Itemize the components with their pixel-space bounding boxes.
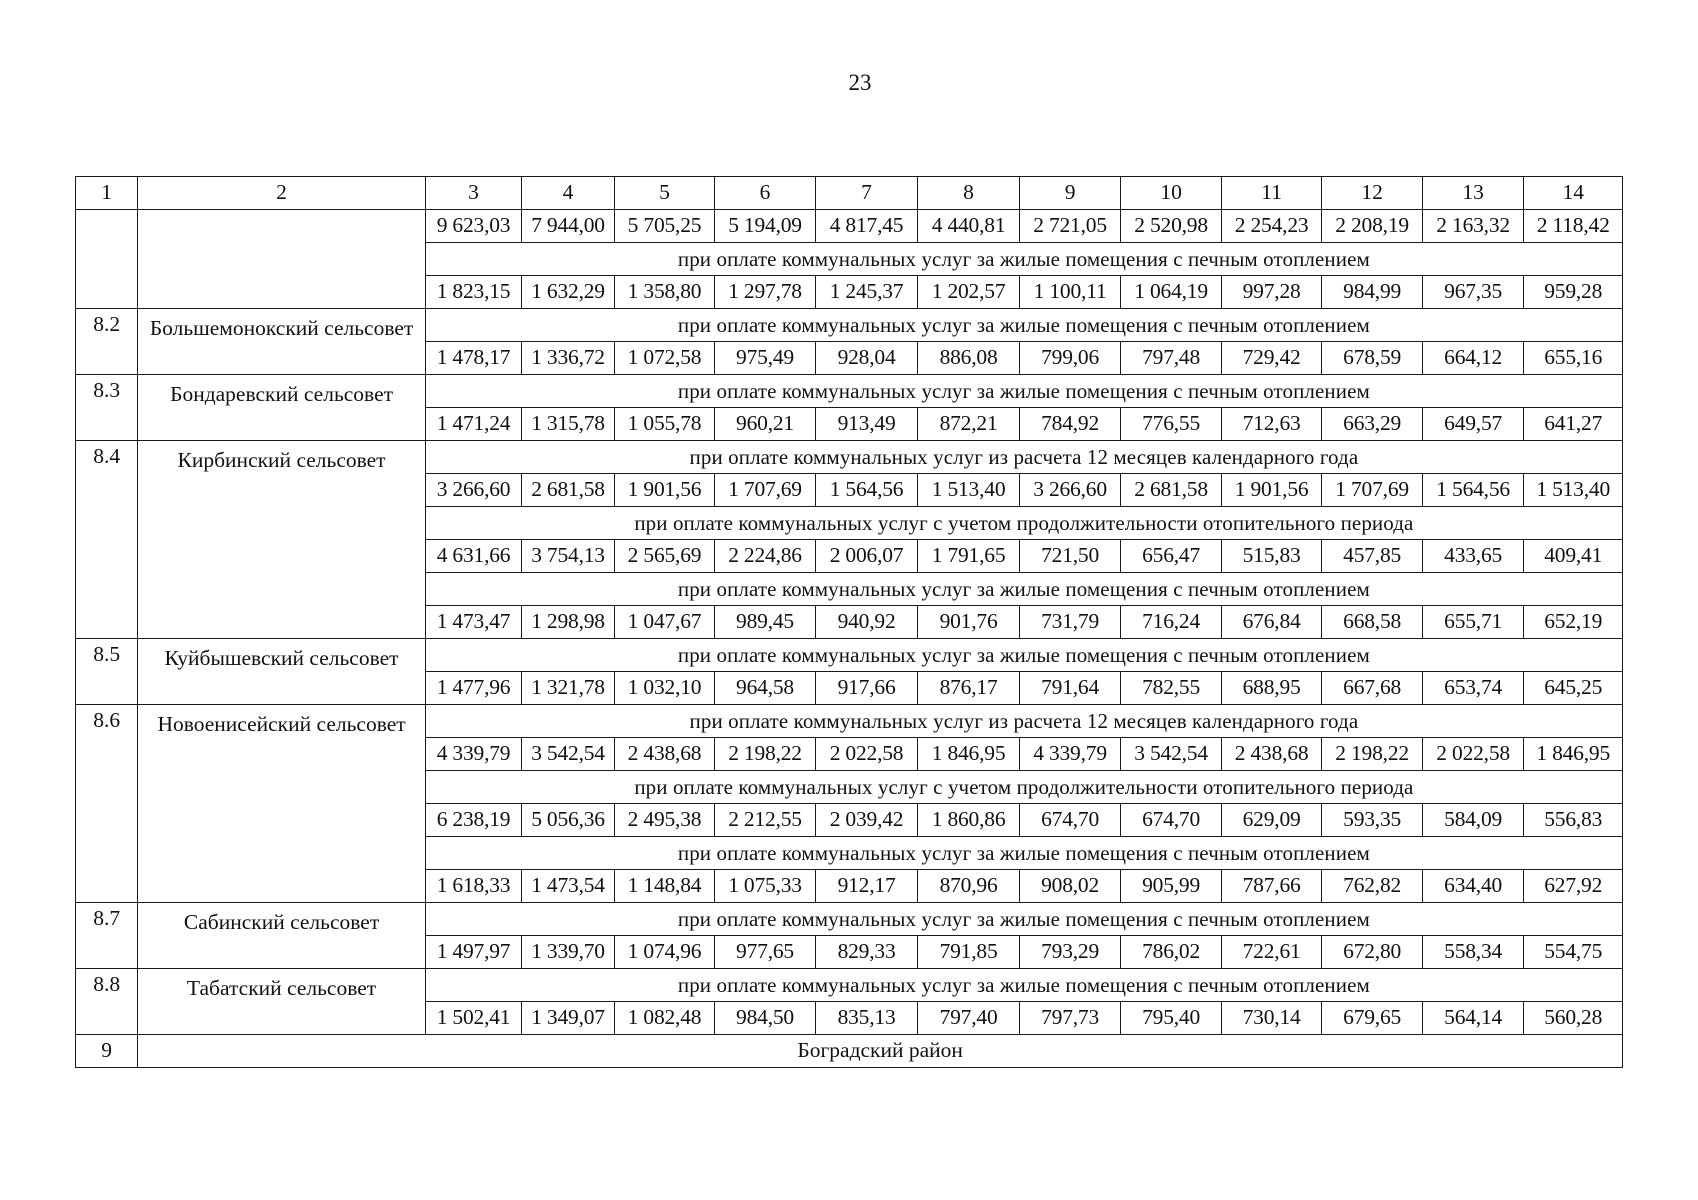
value-cell: 786,02 — [1121, 936, 1222, 969]
page-number: 23 — [848, 70, 872, 95]
row-number-cell: 8.3 — [76, 375, 138, 441]
value-cell: 791,64 — [1019, 672, 1121, 705]
value-cell: 1 055,78 — [614, 408, 715, 441]
value-cell: 1 358,80 — [614, 276, 715, 309]
value-cell: 876,17 — [918, 672, 1020, 705]
payment-mode-label: при оплате коммунальных услуг за жилые помещения с печным отоплением — [425, 903, 1622, 936]
value-cell: 886,08 — [918, 342, 1020, 375]
row-number-cell — [76, 210, 138, 309]
value-cell: 928,04 — [815, 342, 918, 375]
settlement-name-cell: Табатский сельсовет — [138, 969, 425, 1035]
value-cell: 4 631,66 — [425, 540, 521, 573]
value-cell: 984,99 — [1322, 276, 1423, 309]
value-cell: 787,66 — [1221, 870, 1322, 903]
value-cell: 1 047,67 — [614, 606, 715, 639]
value-cell: 556,83 — [1524, 804, 1623, 837]
value-cell: 5 056,36 — [522, 804, 614, 837]
value-cell: 558,34 — [1422, 936, 1524, 969]
value-cell: 3 266,60 — [425, 474, 521, 507]
value-cell: 1 075,33 — [715, 870, 816, 903]
value-cell: 730,14 — [1221, 1002, 1322, 1035]
value-cell: 1 032,10 — [614, 672, 715, 705]
row-number-cell: 8.6 — [76, 705, 138, 903]
value-cell: 627,92 — [1524, 870, 1623, 903]
value-cell: 913,49 — [815, 408, 918, 441]
value-cell: 656,47 — [1121, 540, 1222, 573]
label-row — [76, 705, 1623, 738]
settlement-name-cell: Новоенисейский сельсовет — [138, 705, 425, 903]
value-cell: 663,29 — [1322, 408, 1423, 441]
value-cell: 593,35 — [1322, 804, 1423, 837]
value-cell: 784,92 — [1019, 408, 1121, 441]
value-cell: 3 542,54 — [522, 738, 614, 771]
row-number-cell: 8.4 — [76, 441, 138, 639]
value-cell: 721,50 — [1019, 540, 1121, 573]
value-cell: 564,14 — [1422, 1002, 1524, 1035]
value-cell: 716,24 — [1121, 606, 1222, 639]
value-cell: 1 477,96 — [425, 672, 521, 705]
value-cell: 2 438,68 — [1221, 738, 1322, 771]
header-row — [76, 177, 1623, 210]
value-cell: 2 565,69 — [614, 540, 715, 573]
settlement-name-cell: Сабинский сельсовет — [138, 903, 425, 969]
value-cell: 722,61 — [1221, 936, 1322, 969]
value-cell: 1 148,84 — [614, 870, 715, 903]
value-cell: 2 721,05 — [1019, 210, 1121, 243]
value-cell: 668,58 — [1322, 606, 1423, 639]
settlement-name-cell — [138, 210, 425, 309]
payment-mode-label: при оплате коммунальных услуг за жилые помещения с печным отоплением — [425, 309, 1622, 342]
district-row — [76, 1035, 1623, 1068]
value-cell: 762,82 — [1322, 870, 1423, 903]
value-cell: 1 072,58 — [614, 342, 715, 375]
column-header: 13 — [1422, 177, 1524, 210]
payment-mode-label: при оплате коммунальных услуг за жилые помещения с печным отоплением — [425, 243, 1622, 276]
value-cell: 1 618,33 — [425, 870, 521, 903]
payment-mode-label: при оплате коммунальных услуг с учетом продолжительности отопительного периода — [425, 507, 1622, 540]
settlement-name-cell: Бондаревский сельсовет — [138, 375, 425, 441]
column-header: 7 — [815, 177, 918, 210]
payment-mode-label: при оплате коммунальных услуг за жилые помещения с печным отоплением — [425, 573, 1622, 606]
value-cell: 554,75 — [1524, 936, 1623, 969]
value-cell: 2 022,58 — [1422, 738, 1524, 771]
value-cell: 2 438,68 — [614, 738, 715, 771]
value-cell: 2 495,38 — [614, 804, 715, 837]
value-cell: 712,63 — [1221, 408, 1322, 441]
value-cell: 2 520,98 — [1121, 210, 1222, 243]
value-cell: 1 478,17 — [425, 342, 521, 375]
value-cell: 1 502,41 — [425, 1002, 521, 1035]
value-cell: 652,19 — [1524, 606, 1623, 639]
value-cell: 1 564,56 — [1422, 474, 1524, 507]
value-cell: 1 791,65 — [918, 540, 1020, 573]
value-cell: 975,49 — [715, 342, 816, 375]
value-cell: 940,92 — [815, 606, 918, 639]
value-cell: 799,06 — [1019, 342, 1121, 375]
value-cell: 2 039,42 — [815, 804, 918, 837]
value-cell: 2 212,55 — [715, 804, 816, 837]
value-cell: 655,16 — [1524, 342, 1623, 375]
value-cell: 1 473,54 — [522, 870, 614, 903]
label-row — [76, 969, 1623, 1002]
value-cell: 964,58 — [715, 672, 816, 705]
tariff-table — [75, 176, 1623, 1068]
value-cell: 1 336,72 — [522, 342, 614, 375]
value-cell: 560,28 — [1524, 1002, 1623, 1035]
value-cell: 1 321,78 — [522, 672, 614, 705]
value-cell: 4 440,81 — [918, 210, 1020, 243]
value-cell: 989,45 — [715, 606, 816, 639]
payment-mode-label: при оплате коммунальных услуг из расчета 12 месяцев календарного года — [425, 441, 1622, 474]
payment-mode-label: при оплате коммунальных услуг за жилые помещения с печным отоплением — [425, 375, 1622, 408]
settlement-name-cell: Большемонокский сельсовет — [138, 309, 425, 375]
value-cell: 679,65 — [1322, 1002, 1423, 1035]
value-cell: 908,02 — [1019, 870, 1121, 903]
value-cell: 2 118,42 — [1524, 210, 1623, 243]
value-cell: 829,33 — [815, 936, 918, 969]
column-header: 2 — [138, 177, 425, 210]
value-cell: 674,70 — [1121, 804, 1222, 837]
value-cell: 1 100,11 — [1019, 276, 1121, 309]
district-name-cell: Боградский район — [138, 1035, 1623, 1068]
value-cell: 782,55 — [1121, 672, 1222, 705]
value-cell: 793,29 — [1019, 936, 1121, 969]
value-cell: 457,85 — [1322, 540, 1423, 573]
value-cell: 515,83 — [1221, 540, 1322, 573]
value-cell: 1 860,86 — [918, 804, 1020, 837]
value-cell: 2 224,86 — [715, 540, 816, 573]
value-cell: 645,25 — [1524, 672, 1623, 705]
value-cell: 917,66 — [815, 672, 918, 705]
value-cell: 997,28 — [1221, 276, 1322, 309]
value-cell: 731,79 — [1019, 606, 1121, 639]
value-cell: 776,55 — [1121, 408, 1222, 441]
label-row — [76, 441, 1623, 474]
value-cell: 1 564,56 — [815, 474, 918, 507]
value-cell: 729,42 — [1221, 342, 1322, 375]
value-cell: 2 681,58 — [522, 474, 614, 507]
value-cell: 409,41 — [1524, 540, 1623, 573]
value-cell: 791,85 — [918, 936, 1020, 969]
value-cell: 795,40 — [1121, 1002, 1222, 1035]
payment-mode-label: при оплате коммунальных услуг за жилые помещения с печным отоплением — [425, 969, 1622, 1002]
value-cell: 1 707,69 — [715, 474, 816, 507]
value-cell: 1 846,95 — [918, 738, 1020, 771]
value-cell: 2 198,22 — [1322, 738, 1423, 771]
value-cell: 977,65 — [715, 936, 816, 969]
value-cell: 2 681,58 — [1121, 474, 1222, 507]
value-cell: 1 707,69 — [1322, 474, 1423, 507]
value-cell: 1 245,37 — [815, 276, 918, 309]
value-cell: 678,59 — [1322, 342, 1423, 375]
value-cell: 1 513,40 — [1524, 474, 1623, 507]
value-cell: 1 297,78 — [715, 276, 816, 309]
column-header: 3 — [425, 177, 521, 210]
value-cell: 676,84 — [1221, 606, 1322, 639]
value-cell: 4 339,79 — [425, 738, 521, 771]
value-cell: 655,71 — [1422, 606, 1524, 639]
value-cell: 959,28 — [1524, 276, 1623, 309]
column-header: 12 — [1322, 177, 1423, 210]
settlement-name-cell: Кирбинский сельсовет — [138, 441, 425, 639]
value-cell: 1 349,07 — [522, 1002, 614, 1035]
value-cell: 433,65 — [1422, 540, 1524, 573]
value-cell: 634,40 — [1422, 870, 1524, 903]
value-cell: 1 632,29 — [522, 276, 614, 309]
value-cell: 1 901,56 — [1221, 474, 1322, 507]
column-header: 9 — [1019, 177, 1121, 210]
column-header: 1 — [76, 177, 138, 210]
label-row — [76, 375, 1623, 408]
column-header: 4 — [522, 177, 614, 210]
row-number-cell: 8.7 — [76, 903, 138, 969]
value-cell: 1 202,57 — [918, 276, 1020, 309]
value-cell: 4 339,79 — [1019, 738, 1121, 771]
value-cell: 2 022,58 — [815, 738, 918, 771]
value-cell: 1 064,19 — [1121, 276, 1222, 309]
value-cell: 1 497,97 — [425, 936, 521, 969]
value-cell: 629,09 — [1221, 804, 1322, 837]
value-cell: 4 817,45 — [815, 210, 918, 243]
value-cell: 664,12 — [1422, 342, 1524, 375]
row-number-cell: 8.8 — [76, 969, 138, 1035]
payment-mode-label: при оплате коммунальных услуг с учетом продолжительности отопительного периода — [425, 771, 1622, 804]
value-cell: 653,74 — [1422, 672, 1524, 705]
value-cell: 2 006,07 — [815, 540, 918, 573]
column-header: 10 — [1121, 177, 1222, 210]
value-cell: 2 254,23 — [1221, 210, 1322, 243]
value-cell: 3 754,13 — [522, 540, 614, 573]
value-cell: 1 823,15 — [425, 276, 521, 309]
value-cell: 2 163,32 — [1422, 210, 1524, 243]
value-cell: 1 846,95 — [1524, 738, 1623, 771]
value-cell: 1 473,47 — [425, 606, 521, 639]
payment-mode-label: при оплате коммунальных услуг за жилые помещения с печным отоплением — [425, 837, 1622, 870]
value-cell: 1 339,70 — [522, 936, 614, 969]
value-cell: 649,57 — [1422, 408, 1524, 441]
value-cell: 6 238,19 — [425, 804, 521, 837]
payment-mode-label: при оплате коммунальных услуг из расчета 12 месяцев календарного года — [425, 705, 1622, 738]
value-cell: 905,99 — [1121, 870, 1222, 903]
value-cell: 5 705,25 — [614, 210, 715, 243]
value-cell: 1 315,78 — [522, 408, 614, 441]
value-cell: 835,13 — [815, 1002, 918, 1035]
settlement-name-cell: Куйбышевский сельсовет — [138, 639, 425, 705]
value-cell: 674,70 — [1019, 804, 1121, 837]
value-cell: 797,48 — [1121, 342, 1222, 375]
value-cell: 1 082,48 — [614, 1002, 715, 1035]
value-cell: 870,96 — [918, 870, 1020, 903]
value-cell: 1 298,98 — [522, 606, 614, 639]
column-header: 6 — [715, 177, 816, 210]
value-cell: 9 623,03 — [425, 210, 521, 243]
value-cell: 1 901,56 — [614, 474, 715, 507]
value-cell: 901,76 — [918, 606, 1020, 639]
value-cell: 641,27 — [1524, 408, 1623, 441]
value-cell: 984,50 — [715, 1002, 816, 1035]
payment-mode-label: при оплате коммунальных услуг за жилые помещения с печным отоплением — [425, 639, 1622, 672]
column-header: 11 — [1221, 177, 1322, 210]
value-cell: 1 074,96 — [614, 936, 715, 969]
value-cell: 3 266,60 — [1019, 474, 1121, 507]
value-cell: 688,95 — [1221, 672, 1322, 705]
column-header: 8 — [918, 177, 1020, 210]
value-cell: 872,21 — [918, 408, 1020, 441]
value-cell: 1 471,24 — [425, 408, 521, 441]
value-cell: 912,17 — [815, 870, 918, 903]
value-cell: 672,80 — [1322, 936, 1423, 969]
value-cell: 584,09 — [1422, 804, 1524, 837]
value-cell: 1 513,40 — [918, 474, 1020, 507]
value-cell: 960,21 — [715, 408, 816, 441]
column-header: 5 — [614, 177, 715, 210]
continuation-row — [76, 210, 1623, 243]
column-header: 14 — [1524, 177, 1623, 210]
label-row — [76, 639, 1623, 672]
value-cell: 797,40 — [918, 1002, 1020, 1035]
value-cell: 797,73 — [1019, 1002, 1121, 1035]
label-row — [76, 903, 1623, 936]
label-row — [76, 309, 1623, 342]
row-number-cell: 8.5 — [76, 639, 138, 705]
value-cell: 2 208,19 — [1322, 210, 1423, 243]
row-number-cell: 8.2 — [76, 309, 138, 375]
value-cell: 667,68 — [1322, 672, 1423, 705]
value-cell: 3 542,54 — [1121, 738, 1222, 771]
value-cell: 967,35 — [1422, 276, 1524, 309]
row-number-cell: 9 — [76, 1035, 138, 1068]
value-cell: 2 198,22 — [715, 738, 816, 771]
value-cell: 5 194,09 — [715, 210, 816, 243]
value-cell: 7 944,00 — [522, 210, 614, 243]
